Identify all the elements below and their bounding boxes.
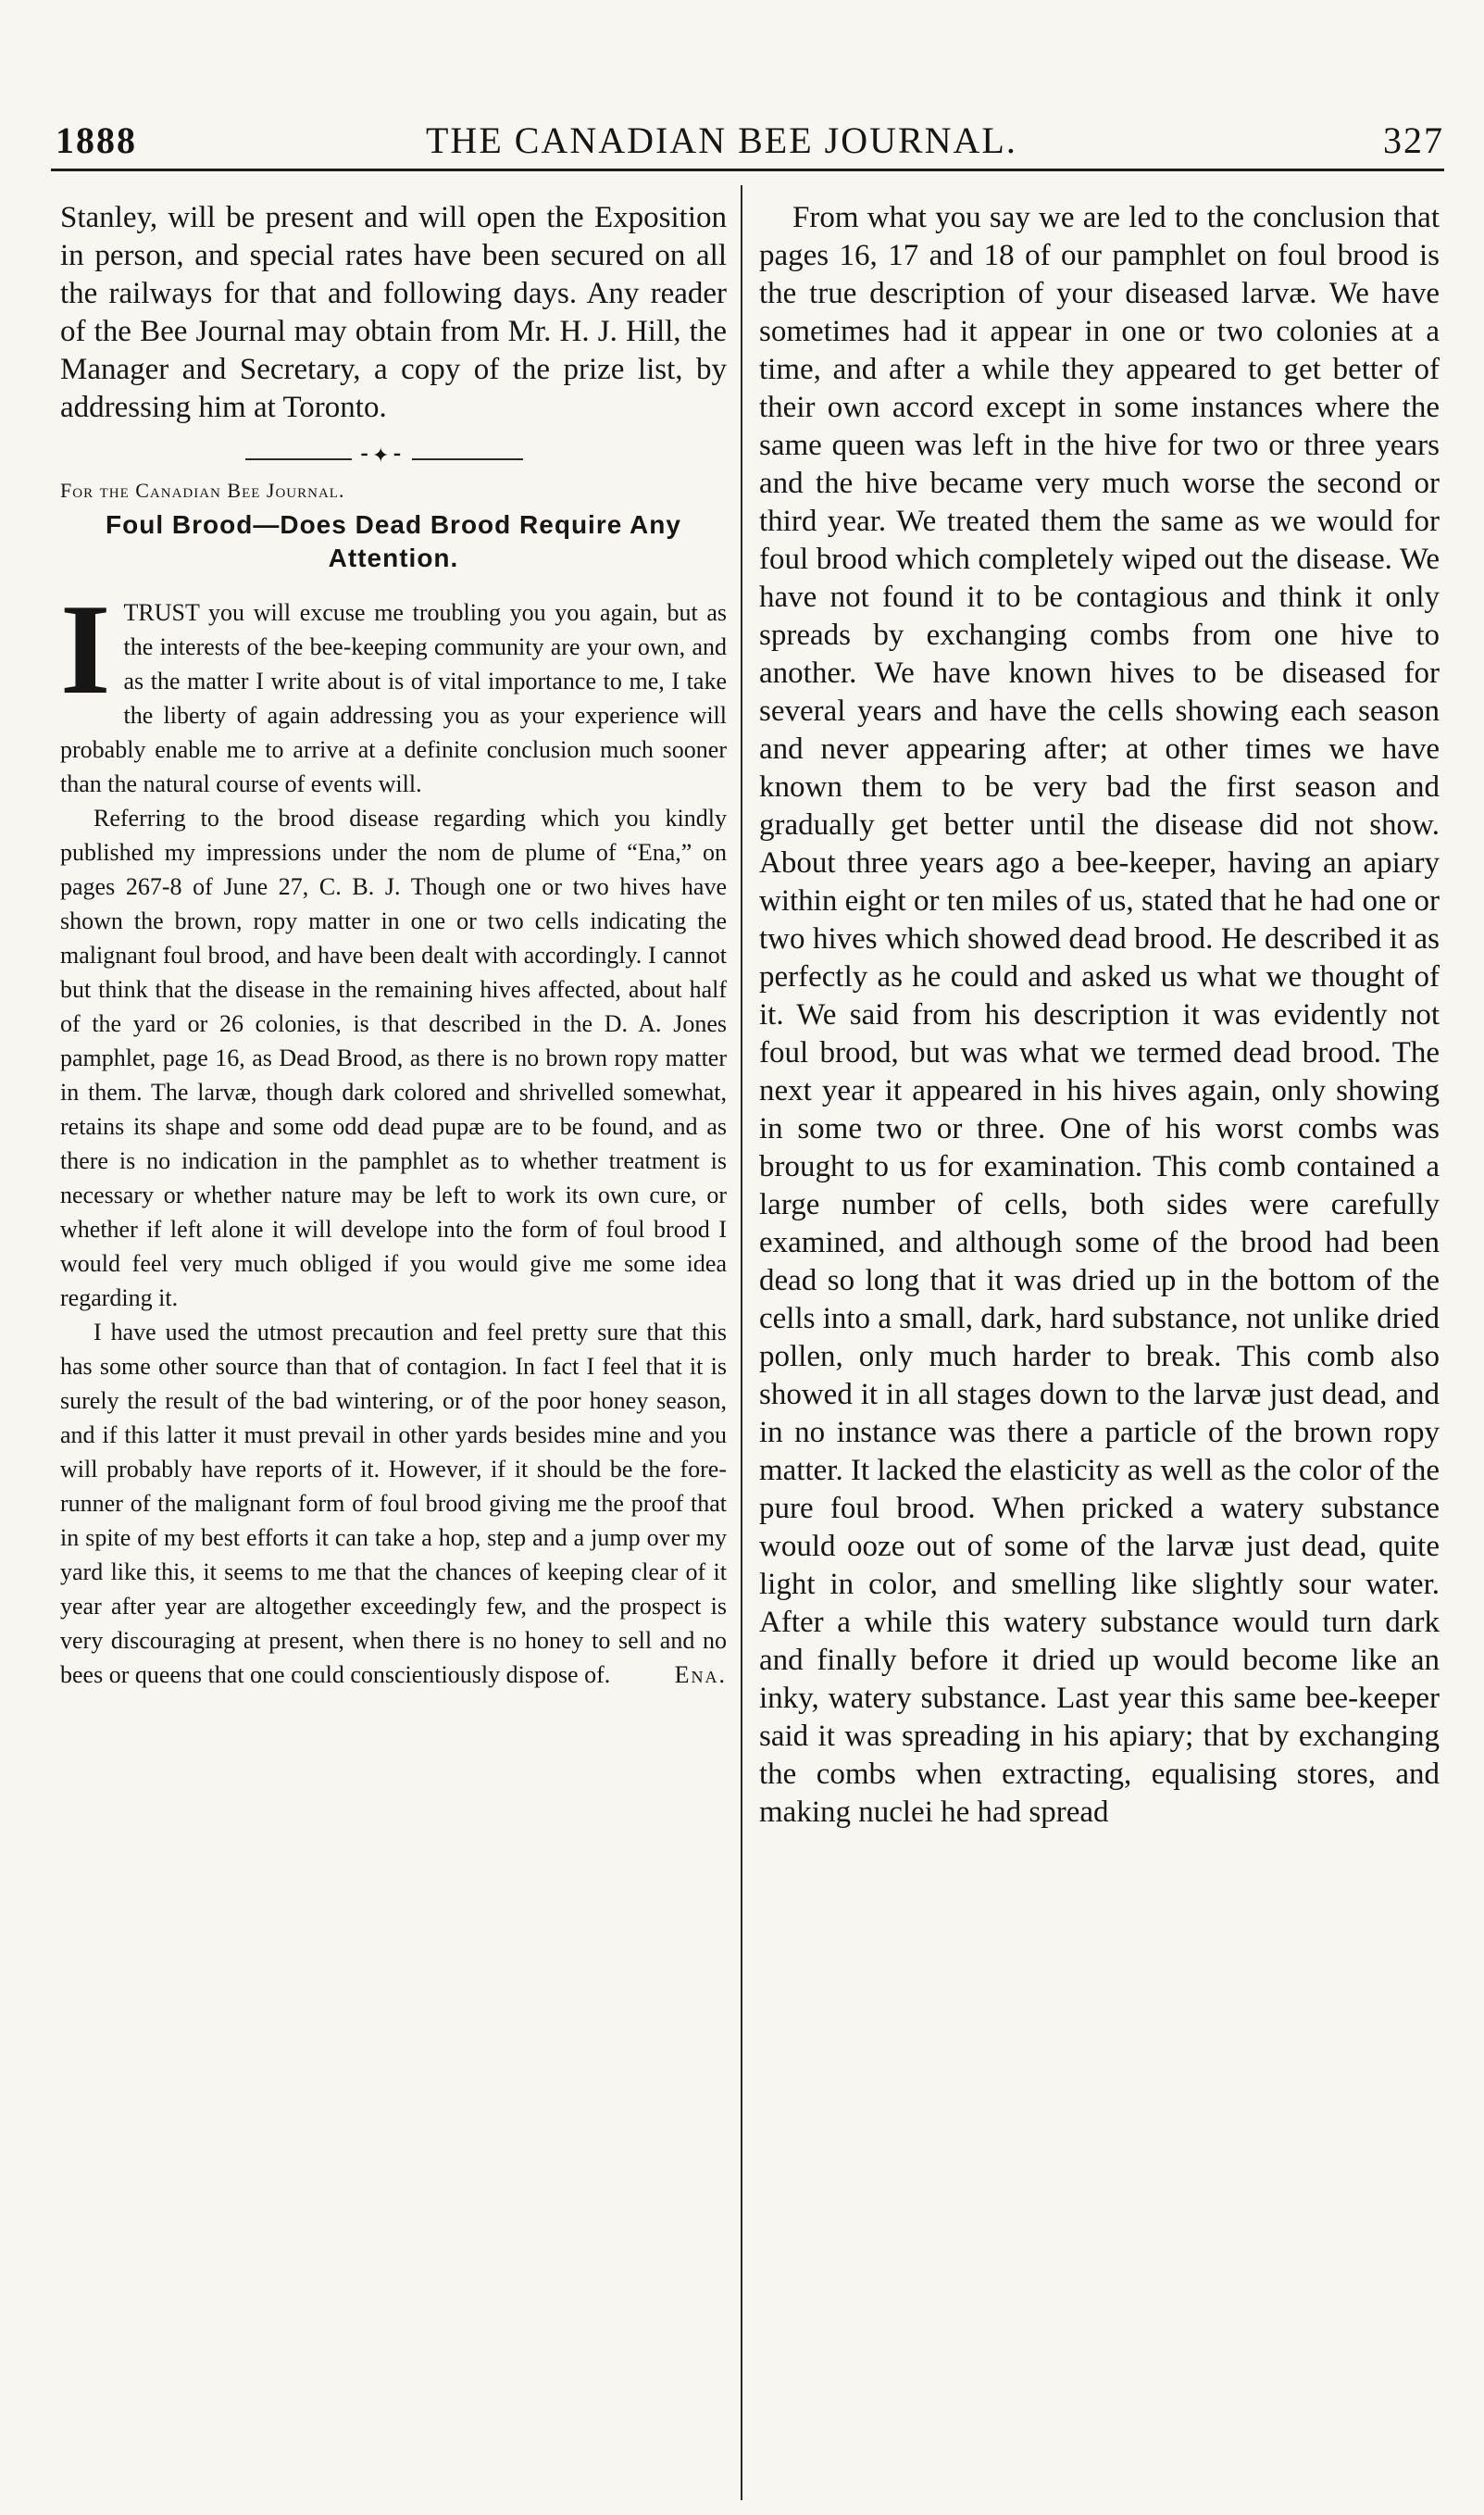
editor-reply-paragraph: From what you say we are led to the conclusion that pages 16, 17 and 18 of our pamphlet on foul brood is the true description of your diseased larvæ. We have sometimes had it appear in one or two colonies at a time, and after a while they appeared to get better of their own accord except in some instances where the same queen was left in the hive for two or three years and the hive became very much worse the second or third year. We treated them the same as we would for foul brood which completely wiped out the disease. We have not found it to be contagious and think it only spreads by exchanging combs from one hive to another. We have known hives to be diseased for several years and have the cells showing each season and never appearing after; at other times we have known them to be very bad the first season and gradually get better until the disease did not show. About three years ago a bee-keeper, having an apiary within eight or ten miles of us, stated that he had one or two hives which showed dead brood. He described it as perfectly as he could and asked us what we thought of it. We said from his description it was evidently not foul brood, but was what we termed dead brood. The next year it appeared in his hives again, only showing in some two or three. One of his worst combs was brought to us for examination. This comb contained a large number of cells, both sides were carefully examined, and although some of the brood had been dead so long that it was dried up in the bottom of the cells into a small, dark, hard substance, not unlike dried pollen, only much harder to break. This comb also showed it in all stages down to the larvæ just dead, and in no instance was there a particle of the brown ropy matter. It lacked the elasticity as well as the color of the pure foul brood. When pricked a watery substance would ooze out of some of the larvæ just dead, quite light in color, and smelling like slightly sour water. After a while this watery substance would turn dark and finally before it dried up would become like an inky, watery substance. Last year this same bee-keeper said it was spreading in his apiary; that by exchanging the combs when extracting, equalising stores, and making nuclei he had spread: [759, 201, 1440, 1829]
header-year: 1888: [56, 119, 137, 161]
section-divider: [60, 440, 727, 477]
article-byline: For the Canadian Bee Journal.: [60, 479, 345, 502]
divider-ornament: ⁃✦⁃: [352, 444, 412, 468]
letter-paragraph-1: TRUST you will excuse me troubling you you again, but as the interests of the bee-keeping community are your own, and as the matter I write about is of vital importance to me, I take the liberty of again addressing you as your experience will probably enable me to arrive at a definite conclusion much sooner than the natural course of events will.: [60, 599, 727, 797]
column-rule: [741, 185, 742, 2500]
page-number: 327: [1383, 119, 1444, 161]
article-title: Foul Brood—Does Dead Brood Require Any Attention.: [106, 510, 681, 572]
page-header: [46, 119, 1444, 174]
header-rule: [51, 169, 1444, 171]
drop-cap: I: [60, 578, 111, 721]
letter-paragraph-3-text: I have used the utmost precaution and feel pretty sure that this has some other source than that of contagion. In fact I feel that it is surely the result of the bad wintering, or of the poor honey season, and if this latter it must prevail in other yards besides mine and you will probably have reports of it. However, if it should be the fore-runner of the malignant form of foul brood giving me the proof that in spite of my best efforts it can take a hop, step and a jump over my yard like this, it seems to me that the chances of keeping clear of it year after year are altogether exceedingly few, and the prospect is very discouraging at present, when there is no honey to sell and no bees or queens that one could conscientiously dispose of.: [60, 1319, 727, 1688]
left-column: [60, 199, 727, 1692]
letter-paragraph-2: Referring to the brood disease regarding which you kindly published my impressions under the nom de plume of “Ena,” on pages 267-8 of June 27, C. B. J. Though one or two hives have shown the brown, ropy matter in one or two cells indicating the malignant foul brood, and have been dealt with accordingly. I cannot but think that the disease in the remaining hives affected, about half of the yard or 26 colonies, is that described in the D. A. Jones pamphlet, page 16, as Dead Brood, as there is no brown ropy matter in them. The larvæ, though dark colored and shrivelled somewhat, retains its shape and some odd dead pupæ are to be found, and as there is no indication in the pamphlet as to whether treatment is necessary or whether nature may be left to work its own cure, or whether if left alone it will develope into the form of foul brood I would feel very much obliged if you would give me some idea regarding it.: [60, 805, 727, 1311]
letter-paragraph-3: [60, 1315, 727, 1692]
right-column: [759, 199, 1440, 1832]
letter-signature: Ena.: [674, 1661, 727, 1688]
journal-title: THE CANADIAN BEE JOURNAL.: [426, 119, 1017, 161]
intro-paragraph: Stanley, will be present and will open the Exposition in person, and special rates have been secured on all the railways for that and following days. Any reader of the Bee Journal may obtain from Mr. H. J. Hill, the Manager and Secretary, a copy of the prize list, by addressing him at Toronto.: [60, 201, 727, 424]
letter-body: [60, 578, 727, 1692]
